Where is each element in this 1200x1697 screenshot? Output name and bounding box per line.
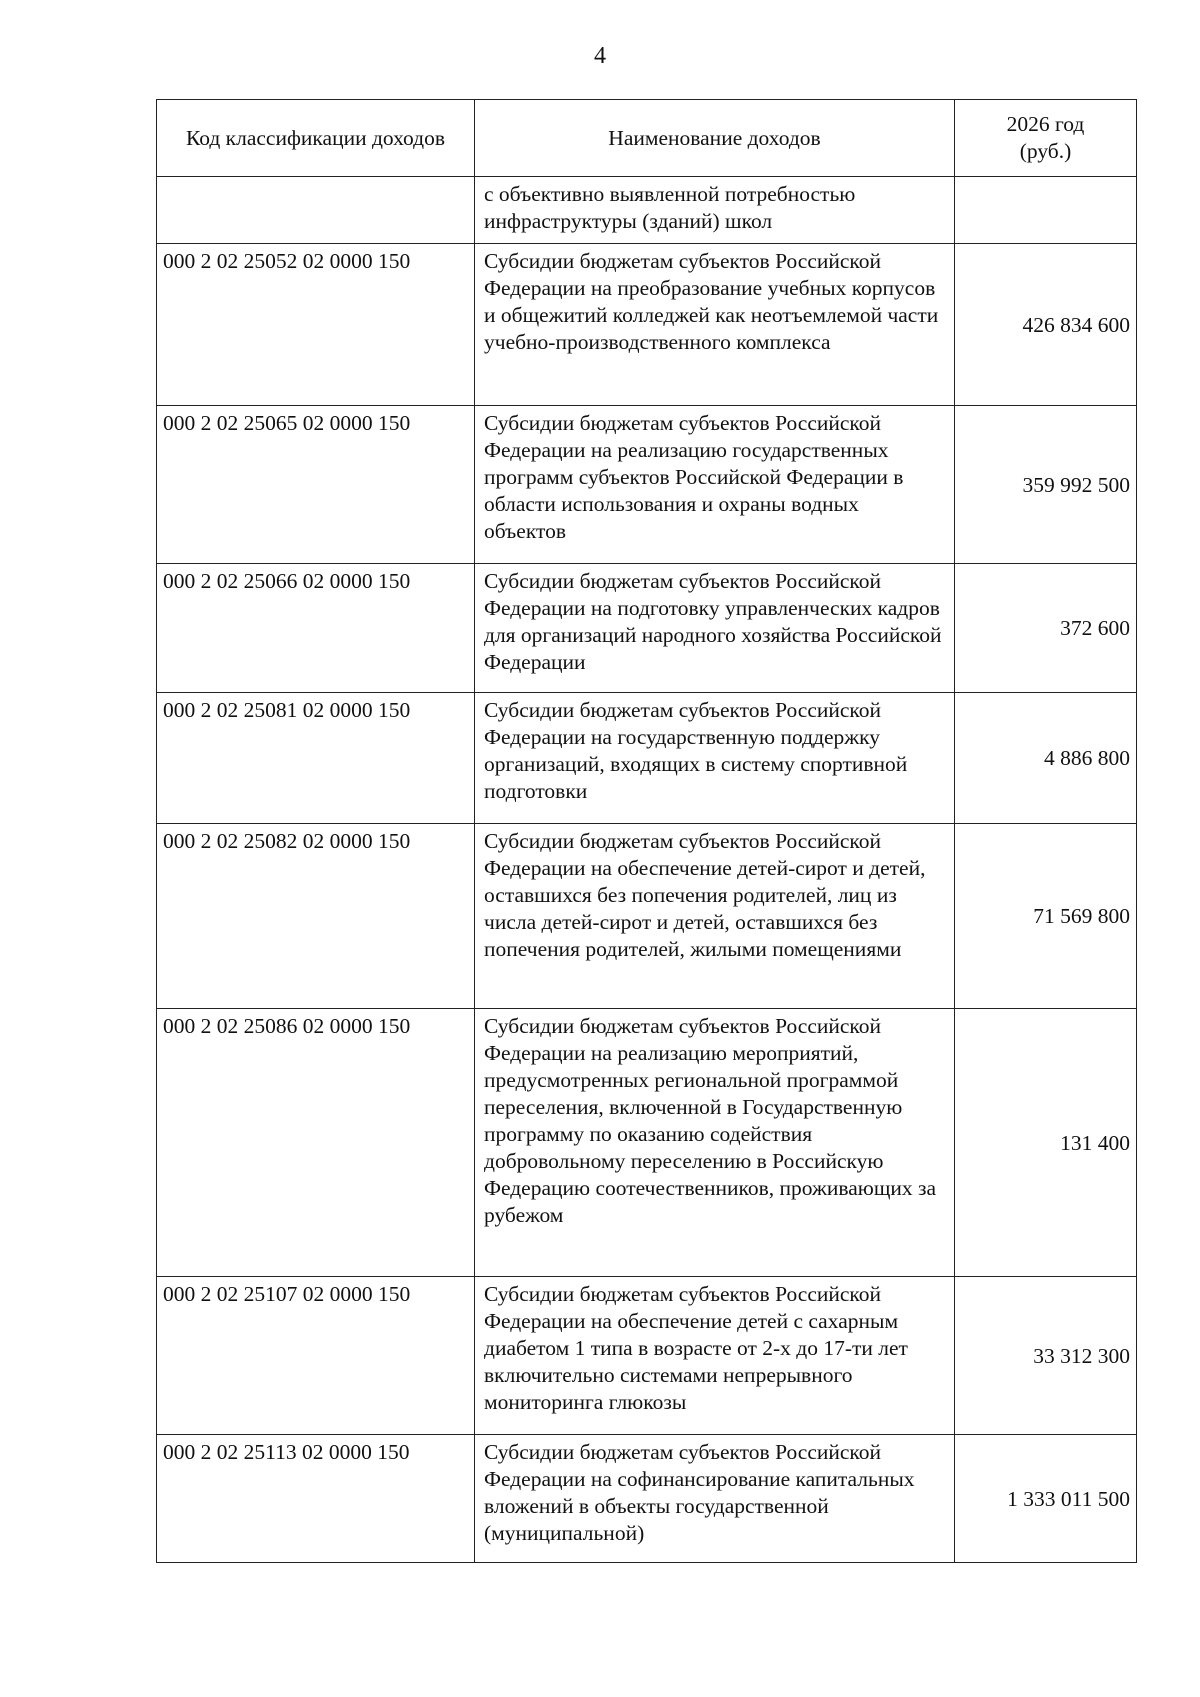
row-name: Субсидии бюджетам субъектов Российской Федерации на реализацию государственных программ субъектов Российской Федерации в области использования и охраны водных объектов [475,406,955,564]
table-row [157,1009,1137,1277]
table-header-row [157,100,1137,177]
table-row [157,824,1137,1009]
header-code: Код классификации доходов [157,100,475,177]
row-code: 000 2 02 25113 02 0000 150 [157,1435,475,1563]
table-row [157,693,1137,824]
row-name: Субсидии бюджетам субъектов Российской Федерации на обеспечение детей-сирот и детей, оставшихся без попечения родителей, лиц из числа детей-сирот и детей, оставшихся без попечения родителей, жилыми помещениями [475,824,955,1009]
row-code: 000 2 02 25065 02 0000 150 [157,406,475,564]
row-sum: 4 886 800 [955,693,1137,824]
row-name: Субсидии бюджетам субъектов Российской Федерации на обеспечение детей с сахарным диабетом 1 типа в возрасте от 2-х до 17-ти лет включительно системами непрерывного мониторинга глюкозы [475,1277,955,1435]
row-sum: 71 569 800 [955,824,1137,1009]
row-code: 000 2 02 25107 02 0000 150 [157,1277,475,1435]
header-sum-unit: (руб.) [1019,139,1072,163]
row-name: Субсидии бюджетам субъектов Российской Федерации на подготовку управленческих кадров для организаций народного хозяйства Российской Федерации [475,564,955,693]
table-row [157,244,1137,406]
table-row [157,1435,1137,1563]
row-sum: 426 834 600 [955,244,1137,406]
row-sum [955,177,1137,244]
row-name: Субсидии бюджетам субъектов Российской Федерации на государственную поддержку организаций, входящих в систему спортивной подготовки [475,693,955,824]
row-sum: 372 600 [955,564,1137,693]
row-code: 000 2 02 25082 02 0000 150 [157,824,475,1009]
table-row [157,564,1137,693]
row-code: 000 2 02 25086 02 0000 150 [157,1009,475,1277]
row-sum: 33 312 300 [955,1277,1137,1435]
row-code: 000 2 02 25052 02 0000 150 [157,244,475,406]
row-code: 000 2 02 25066 02 0000 150 [157,564,475,693]
header-name: Наименование доходов [475,100,955,177]
row-name: Субсидии бюджетам субъектов Российской Федерации на реализацию мероприятий, предусмотренных региональной программой переселения, включенной в Государственную программу по оказанию содействия добровольному переселению в Российскую Федерацию соотечественников, проживающих за рубежом [475,1009,955,1277]
row-code [157,177,475,244]
table-row [157,1277,1137,1435]
row-name: с объективно выявленной потребностью инфраструктуры (зданий) школ [475,177,955,244]
income-table [156,99,1137,1563]
row-sum: 131 400 [955,1009,1137,1277]
header-sum [955,100,1137,177]
header-sum-year: 2026 год [1006,112,1085,136]
row-name: Субсидии бюджетам субъектов Российской Федерации на преобразование учебных корпусов и общежитий колледжей как неотъемлемой части учебно-производственного комплекса [475,244,955,406]
row-name: Субсидии бюджетам субъектов Российской Федерации на софинансирование капитальных вложений в объекты государственной (муниципальной) [475,1435,955,1563]
row-sum: 359 992 500 [955,406,1137,564]
page-number: 4 [594,43,606,69]
row-code: 000 2 02 25081 02 0000 150 [157,693,475,824]
row-sum: 1 333 011 500 [955,1435,1137,1563]
table-row [157,406,1137,564]
table-row [157,177,1137,244]
